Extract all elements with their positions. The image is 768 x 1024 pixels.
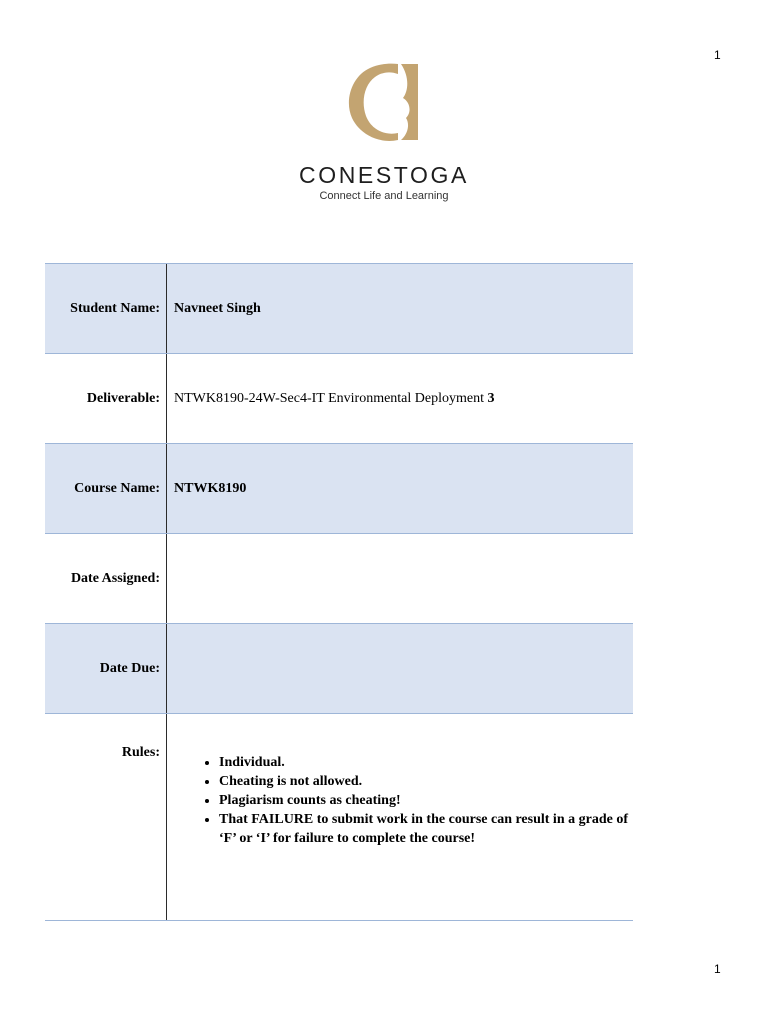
deliverable-row: [45, 354, 633, 444]
deliverable-value: [167, 354, 633, 443]
assignment-info-table: [45, 263, 633, 921]
course-name-label: Course Name:: [45, 444, 167, 533]
deliverable-label: Deliverable:: [45, 354, 167, 443]
date-due-row: [45, 624, 633, 714]
student-name-label: Student Name:: [45, 264, 167, 353]
date-assigned-label: Date Assigned:: [45, 534, 167, 623]
date-assigned-row: [45, 534, 633, 624]
logo-tagline: Connect Life and Learning: [319, 190, 449, 202]
rules-row: [45, 714, 633, 921]
deliverable-text: NTWK8190-24W-Sec4-IT Environmental Deployment: [174, 390, 484, 406]
logo-wordmark: CONESTOGA: [299, 162, 469, 188]
rules-value: [167, 714, 633, 920]
date-due-value: [167, 624, 633, 713]
page-number-top: 1: [714, 48, 721, 62]
rules-list: [174, 753, 633, 848]
conestoga-c-emblem-icon: [346, 62, 422, 142]
date-due-label: Date Due:: [45, 624, 167, 713]
student-name-value: Navneet Singh: [174, 300, 261, 316]
date-assigned-value: [167, 534, 633, 623]
rule-item: • Cheating is not allowed.: [219, 772, 633, 791]
rule-item: • Plagiarism counts as cheating!: [219, 791, 633, 810]
conestoga-logo: [0, 62, 768, 202]
rule-item: • That FAILURE to submit work in the course can result in a grade of ‘F’ or ‘I’ for failure to complete the course!: [219, 810, 633, 848]
course-name-row: [45, 444, 633, 534]
page-number-bottom: 1: [714, 962, 721, 976]
student-name-row: [45, 263, 633, 354]
rules-label: Rules:: [45, 714, 167, 920]
course-name-value: NTWK8190: [174, 480, 247, 496]
deliverable-number: 3: [487, 390, 495, 406]
rule-item: • Individual.: [219, 753, 633, 772]
